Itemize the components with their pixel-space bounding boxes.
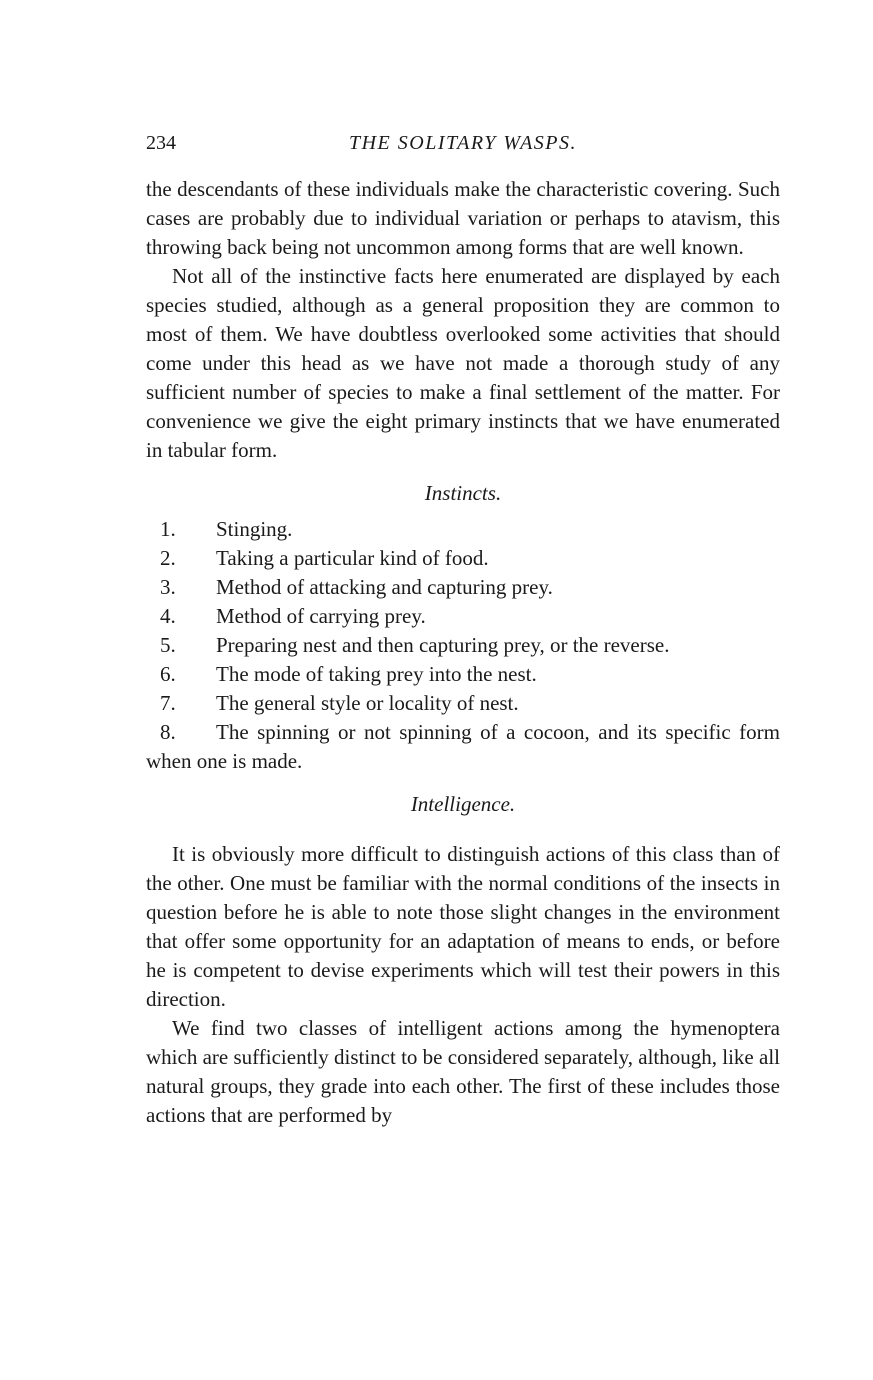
list-item-wrapping: [146, 718, 780, 776]
page-number: 234: [146, 132, 176, 154]
list-item: [146, 631, 780, 660]
list-item-number: 3.: [160, 575, 176, 599]
list-item-number: 6.: [160, 662, 176, 686]
paragraph-continuation: the descendants of these individuals make the characteristic covering. Such cases are probably due to individual variation or perhaps to atavism, this throwing back being not uncommon among forms that are well known.: [146, 177, 780, 259]
paragraph-intelligence-2: We find two classes of intelligent actions among the hymenoptera which are sufficiently distinct to be considered separately, although, like all natural groups, they grade into each other. The first of these includes those actions that are performed by: [146, 1016, 780, 1127]
list-item-text: Method of attacking and capturing prey.: [216, 575, 553, 599]
list-item-text: Taking a particular kind of food.: [216, 546, 489, 570]
list-item-number: 5.: [160, 633, 176, 657]
list-item-text: Method of carrying prey.: [216, 604, 426, 628]
list-item-number: 4.: [160, 604, 176, 628]
list-item: [146, 660, 780, 689]
list-item-number: 7.: [160, 691, 176, 715]
list-item-text: Stinging.: [216, 517, 293, 541]
instincts-heading: Instincts.: [424, 481, 502, 505]
instincts-list: [146, 515, 780, 718]
list-item-text: The spinning or not spinning of a cocoon, and its specific form when one is made.: [146, 720, 780, 773]
list-item-text: Preparing nest and then capturing prey, or the reverse.: [216, 633, 670, 657]
list-item-number: 2.: [160, 546, 176, 570]
list-item-number: 1.: [160, 517, 176, 541]
list-item-text: The general style or locality of nest.: [216, 691, 519, 715]
page-header: [146, 130, 780, 156]
list-item: [146, 689, 780, 718]
list-item: [146, 544, 780, 573]
list-item-text: The mode of taking prey into the nest.: [216, 662, 537, 686]
list-item: [146, 515, 780, 544]
paragraph-intelligence-1: It is obviously more difficult to distinguish actions of this class than of the other. One must be familiar with the normal conditions of the insects in question before he is able to note those slight changes in the environment that offer some opportunity for an adaptation of means to ends, or before he is competent to devise experiments which will test their powers in this direction.: [146, 842, 780, 1011]
running-title: THE SOLITARY WASPS.: [348, 132, 578, 154]
list-item-number: 8.: [160, 720, 176, 744]
intelligence-heading: Intelligence.: [410, 792, 516, 816]
paragraph-instincts-intro: Not all of the instinctive facts here enumerated are displayed by each species studied, although as a general proposition they are common to most of them. We have doubtless overlooked some activities that should come under this head as we have not made a thorough study of any sufficient number of species to make a final settlement of the matter. For convenience we give the eight primary instincts that we have enumerated in tabular form.: [146, 264, 780, 462]
list-item: [146, 602, 780, 631]
list-item: [146, 573, 780, 602]
body-text: [146, 175, 780, 1130]
